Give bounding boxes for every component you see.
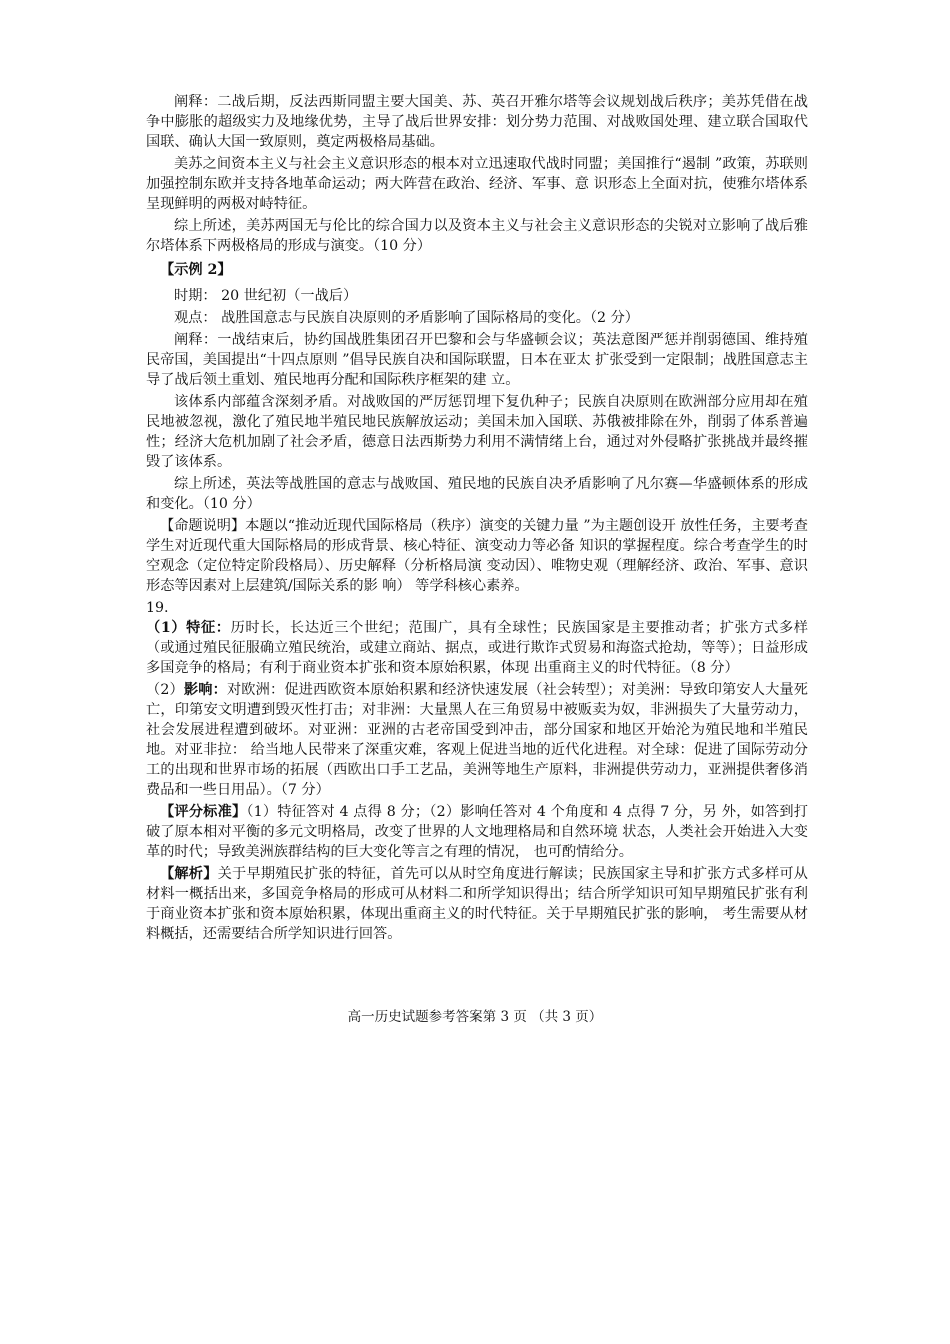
- example-2-paragraph-1: 阐释：一战结束后，协约国战胜集团召开巴黎和会与华盛顿会议；英法意图严惩并削弱德国、维持殖民帝国，美国提出“十四点原则 ”倡导民族自决和国际联盟，日本在亚太 扩张受到一定限制；战胜国意志主导了战后领土重划、殖民地再分配和国际秩序框架的建 立。: [146, 332, 808, 388]
- question-19-answer-2: [146, 680, 808, 800]
- scoring-criteria: [146, 802, 808, 862]
- paragraph-2: 美苏之间资本主义与社会主义意识形态的根本对立迅速取代战时同盟；美国推行“遏制 ”政策，苏联则加强控制东欧并支持各地革命运动；两大阵营在政治、经济、军事、意 识形态上全面对抗，使雅尔塔体系呈现鲜明的两极对峙特征。: [146, 156, 808, 212]
- paragraph-3: 综上所述，美苏两国无与伦比的综合国力以及资本主义与社会主义意识形态的尖锐对立影响了战后雅尔塔体系下两极格局的形成与演变。（10 分）: [146, 218, 808, 254]
- question-19-answer-1: [146, 618, 808, 678]
- proposition-note: 【命题说明】本题以“推动近现代国际格局（秩序）演变的关键力量 ”为主题创设开 放性任务，主要考查学生对近现代重大国际格局的形成背景、核心特征、演变动力等必备 知识的掌握程度。综合考查学生的时空观念（定位特定阶段格局）、历史解释（分析格局演 变动因）、唯物史观（理解经济、政治、军事、意识形态等因素对上层建筑/国际关系的影 响） 等学科核心素养。: [146, 518, 808, 594]
- example-2-view: 观点： 战胜国意志与民族自决原则的矛盾影响了国际格局的变化。（2 分）: [174, 310, 639, 326]
- answer-1-label: （1）特征：: [146, 620, 231, 636]
- page-footer: 高一历史试题参考答案第 3 页 （共 3 页）: [347, 1009, 603, 1025]
- paragraph-1: 阐释：二战后期，反法西斯同盟主要大国美、苏、英召开雅尔塔等会议规划战后秩序；美苏凭借在战争中膨胀的超级实力及地缘优势，主导了战后世界安排：划分势力范围、对战败国处理、建立联合国取代国联、确认大国一致原则，奠定两极格局基础。: [146, 94, 808, 150]
- scoring-text: （1）特征答对 4 点得 8 分；（2）影响任答对 4 个角度和 4 点得 7 分，另 外，如答到打破了原本相对平衡的多元文明格局，改变了世界的人文地理格局和自然环境 状态，人类社会开始进入大变革的时代；导致美洲族群结构的巨大变化等言之有理的情况， 也可酌情给分。: [146, 804, 808, 860]
- example-2-paragraph-2: 该体系内部蕴含深刻矛盾。对战败国的严厉惩罚埋下复仇种子；民族自决原则在欧洲部分应用却在殖民地被忽视，激化了殖民地半殖民地民族解放运动；美国未加入国联、苏俄被排除在外，削弱了体系普遍性；经济大危机加剧了社会矛盾，德意日法西斯势力利用不满情绪上台，通过对外侵略扩张挑战并最终摧毁了该体系。: [146, 394, 808, 470]
- example-2-period: 时期： 20 世纪初（一战后）: [174, 288, 358, 304]
- analysis-label: 【解析】: [160, 866, 218, 882]
- answer-2-prefix: （2）: [146, 682, 184, 698]
- question-19-number: 19.: [146, 600, 169, 616]
- analysis: [146, 864, 808, 944]
- answer-1-text: 历时长，长达近三个世纪；范围广，具有全球性；民族国家是主要推动者；扩张方式多样（或通过殖民征服确立殖民统治，或建立商站、据点，或进行欺诈式贸易和海盗式抢劫，等等）；日益形成多国竞争的格局；有利于商业资本扩张和资本原始积累，体现 出重商主义的时代特征。（8 分）: [146, 620, 808, 676]
- analysis-text: 关于早期殖民扩张的特征，首先可以从时空角度进行解读；民族国家主导和扩张方式多样可从材料一概括出来，多国竞争格局的形成可从材料二和所学知识得出；结合所学知识可知早期殖民扩张有利于商业资本扩张和资本原始积累，体现出重商主义的时代特征。关于早期殖民扩张的影响， 考生需要从材料概括，还需要结合所学知识进行回答。: [146, 866, 808, 942]
- answer-2-label: 影响：: [183, 682, 227, 698]
- scoring-label: 【评分标准】: [160, 804, 247, 820]
- example-2-heading: 【示例 2】: [160, 262, 232, 278]
- answer-2-text: 对欧洲：促进西欧资本原始积累和经济快速发展（社会转型）；对美洲：导致印第安人大量死亡，印第安文明遭到毁灭性打击；对非洲：大量黑人在三角贸易中被贩卖为奴，非洲损失了大量劳动力，社会发展进程遭到破坏。对亚洲：亚洲的古老帝国受到冲击，部分国家和地区开始沦为殖民地和半殖民地。对亚非拉： 给当地人民带来了深重灾难，客观上促进当地的近代化进程。对全球：促进了国际劳动分工的出现和世界市场的拓展（西欧出口手工艺品，美洲等地生产原料，非洲提供劳动力，亚洲提供奢侈消费品和一些日用品）。（7 分）: [146, 682, 808, 798]
- example-2-paragraph-3: 综上所述，英法等战胜国的意志与战败国、殖民地的民族自决矛盾影响了凡尔赛—华盛顿体系的形成和变化。（10 分）: [146, 476, 808, 512]
- answer-page: [146, 92, 808, 946]
